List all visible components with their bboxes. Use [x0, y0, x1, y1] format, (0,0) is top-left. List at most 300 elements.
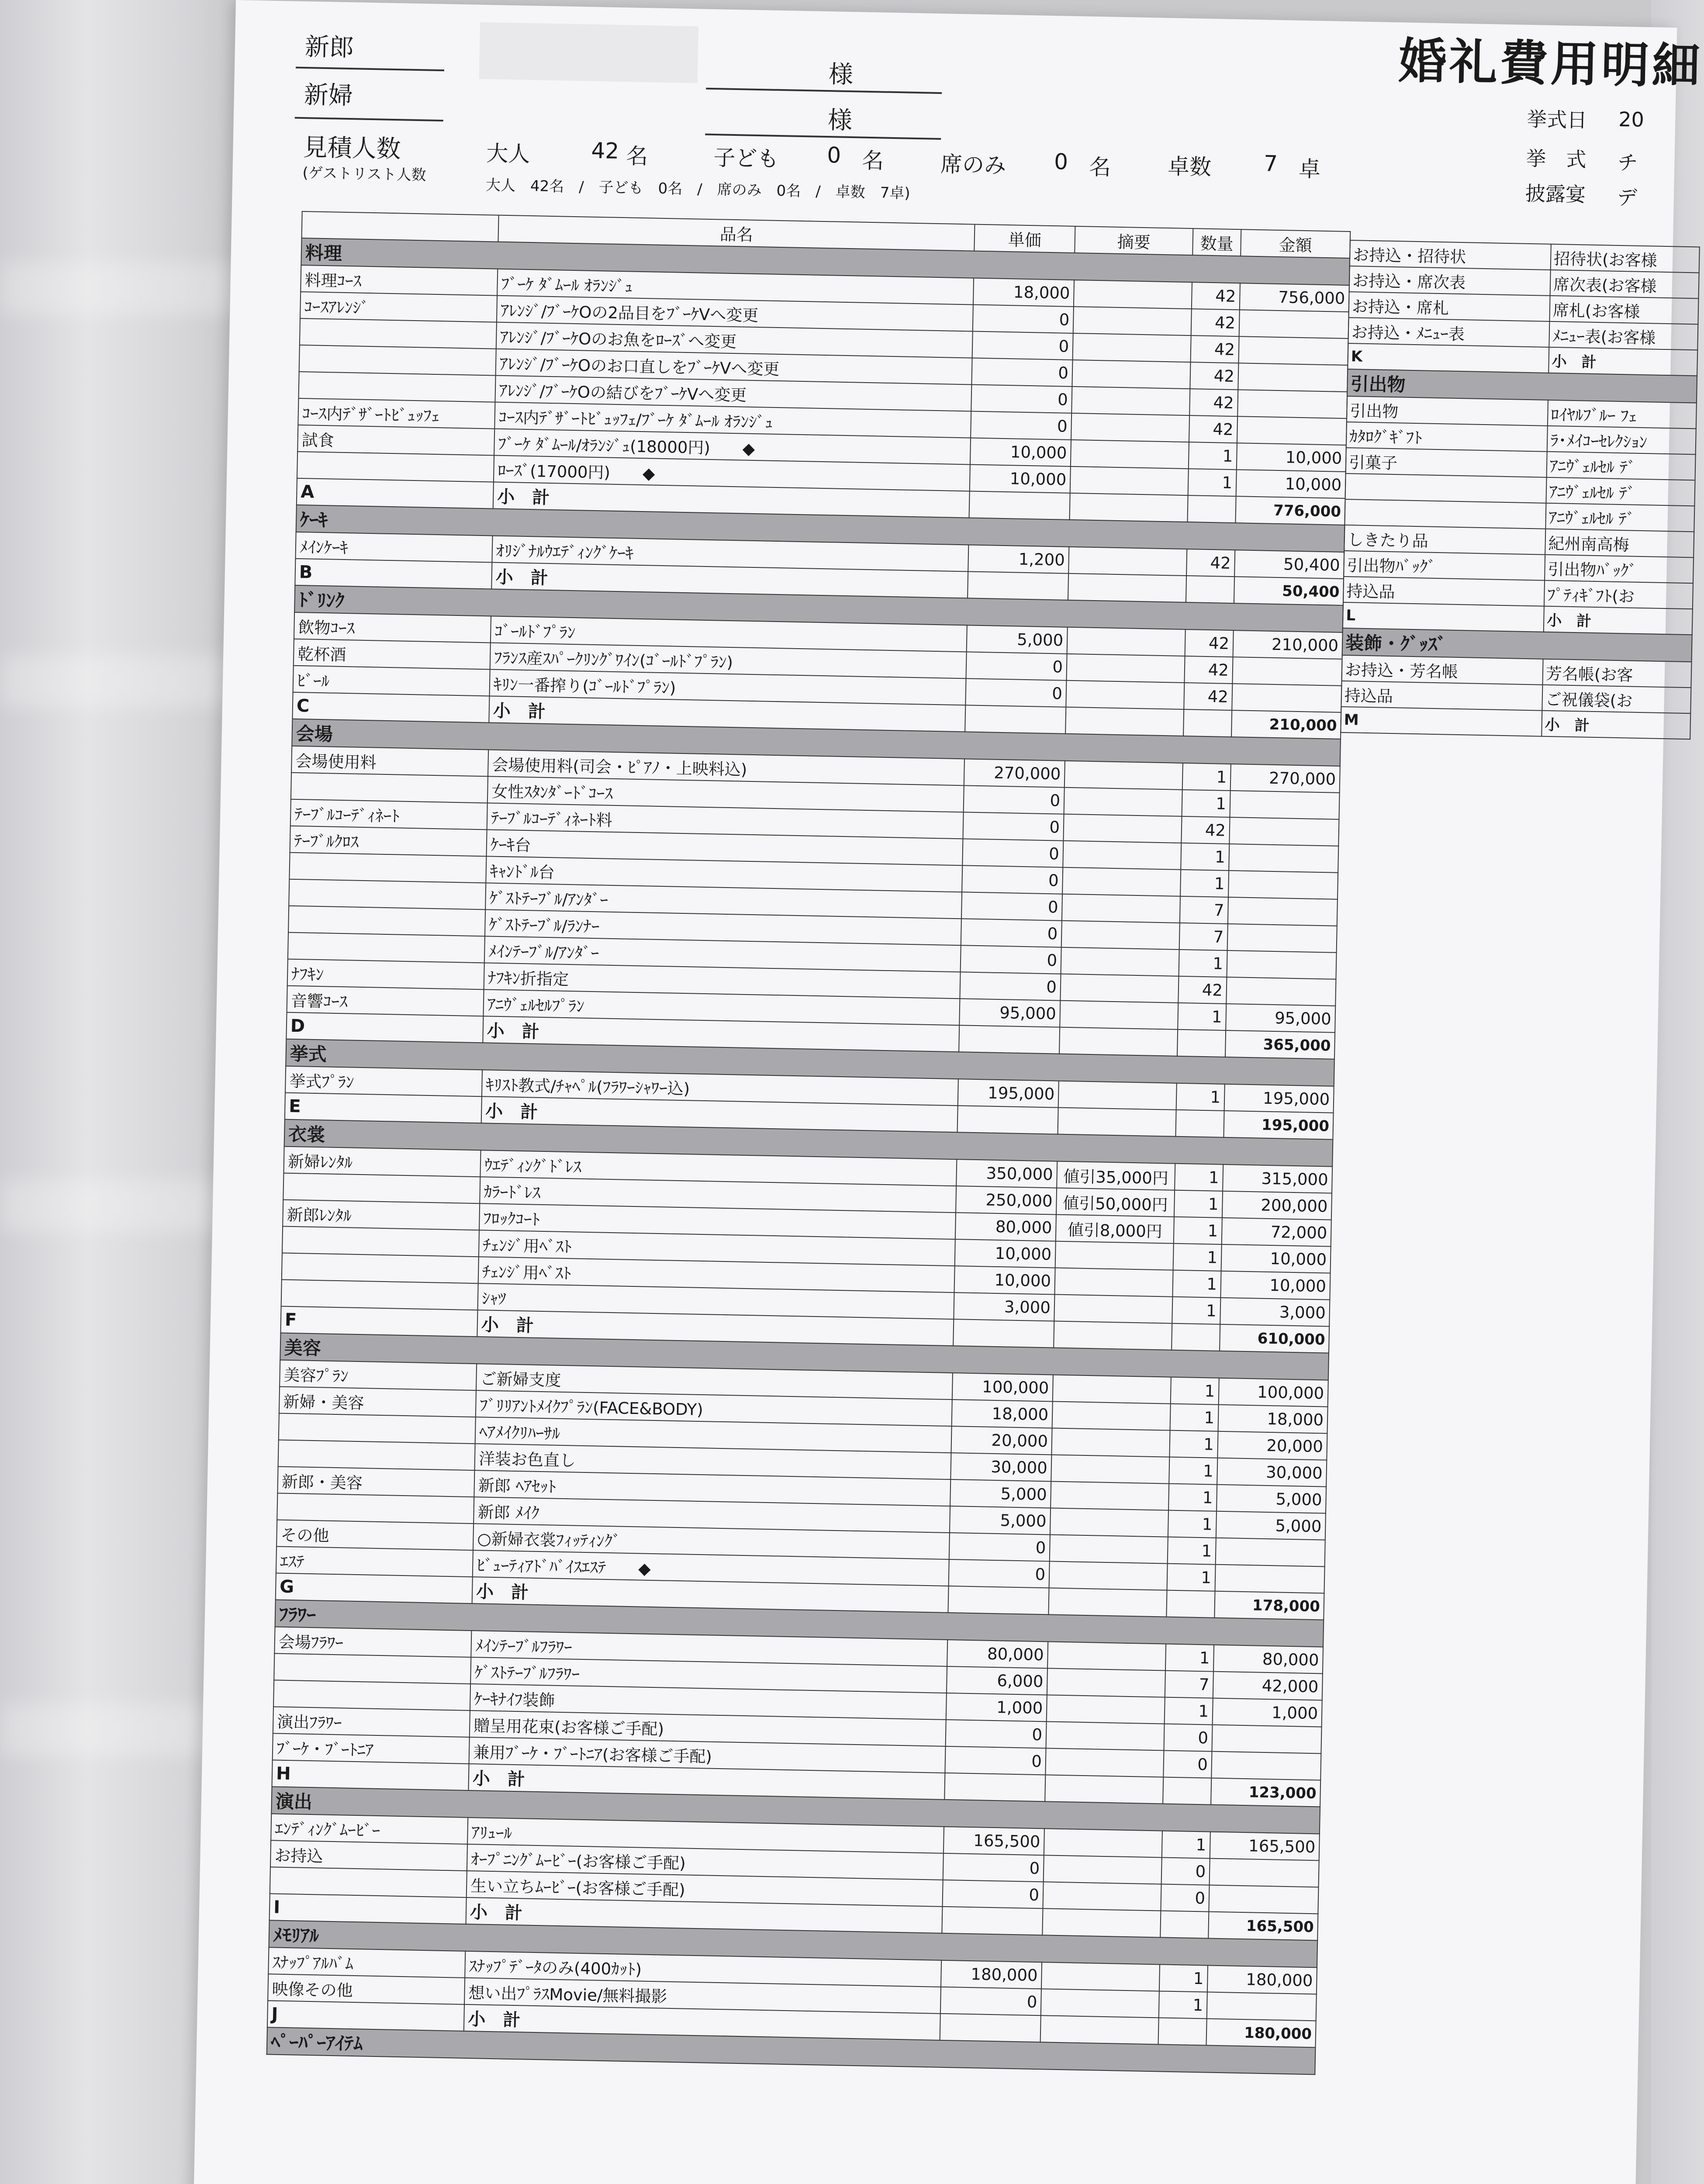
subtotal-label: 小 計	[468, 1764, 945, 1800]
side-item: ｱﾆｳﾞｪﾙｾﾙ ﾃﾞ	[1545, 503, 1694, 532]
adult-label: 大人	[486, 141, 530, 167]
row-summary	[1070, 467, 1189, 495]
row-item: ﾌﾛｯｸｺｰﾄ	[479, 1203, 956, 1239]
row-qty: 42	[1181, 816, 1230, 844]
row-amount: 5,000	[1217, 1485, 1326, 1514]
row-qty: 42	[1192, 282, 1240, 310]
unit-people: 名	[1089, 154, 1111, 180]
row-qty: 1	[1165, 1644, 1214, 1672]
row-unit-price: 350,000	[956, 1159, 1057, 1188]
row-item: 洋装お色直し	[474, 1444, 951, 1479]
divider	[296, 67, 444, 72]
row-qty: 1	[1174, 1190, 1223, 1218]
side-section-title: 装飾・ｸﾞｯｽﾞ	[1342, 628, 1692, 662]
row-qty: 1	[1189, 442, 1237, 470]
row-summary	[1051, 1481, 1169, 1510]
row-summary	[1062, 867, 1181, 896]
empty-cell	[1040, 2015, 1159, 2044]
row-summary	[1066, 654, 1185, 683]
row-category: 音響ｺｰｽ	[287, 986, 484, 1016]
empty-cell	[940, 2014, 1041, 2042]
row-item: 新郎 ﾒｲｸ	[474, 1497, 950, 1533]
subtotal-letter: C	[292, 692, 489, 723]
subtotal-letter: I	[270, 1894, 467, 1924]
subtotal-label: 小 計	[483, 1016, 959, 1052]
side-item: ﾌﾟﾃｨｷﾞﾌﾄ(お	[1544, 581, 1693, 609]
side-category	[1345, 473, 1547, 503]
row-unit-price: 250,000	[956, 1186, 1057, 1214]
row-unit-price: 10,000	[955, 1239, 1056, 1268]
subtotal-label: 小 計	[472, 1577, 949, 1613]
row-amount: 5,000	[1216, 1511, 1326, 1540]
side-category: お持込・席札	[1349, 292, 1550, 321]
row-summary	[1061, 947, 1179, 976]
row-summary	[1047, 1695, 1165, 1724]
child-count: 0	[826, 142, 841, 168]
row-unit-price: 6,000	[947, 1666, 1047, 1695]
section-title: ﾍﾟｰﾊﾟｰｱｲﾃﾑ	[267, 2027, 1316, 2074]
row-category: ｺｰｽ内ﾃﾞｻﾞｰﾄﾋﾞｭｯﾌｪ	[298, 398, 495, 429]
empty-cell	[1054, 1321, 1172, 1350]
row-summary	[1060, 1001, 1178, 1030]
row-item: ｱﾚﾝｼﾞ/ﾌﾞｰｹOの結びをﾌﾞｰｹVへ変更	[495, 376, 971, 411]
row-item: ﾒｲﾝﾃｰﾌﾞﾙﾌﾗﾜｰ	[471, 1631, 947, 1666]
row-category	[278, 1440, 475, 1470]
side-category: お持込・席次表	[1349, 266, 1551, 296]
row-item: ｹﾞｽﾄﾃｰﾌﾞﾙ/ｱﾝﾀﾞｰ	[485, 883, 962, 919]
side-category: L	[1343, 602, 1544, 632]
empty-cell	[1058, 1108, 1176, 1137]
document-title: 婚礼費用明細	[1398, 33, 1703, 95]
row-category: ﾃｰﾌﾞﾙｺｰﾃﾞｨﾈｰﾄ	[290, 799, 487, 830]
row-qty: 0	[1163, 1751, 1212, 1778]
row-amount	[1229, 817, 1339, 846]
row-unit-price: 1,200	[968, 545, 1069, 573]
row-category	[282, 1253, 479, 1284]
row-item: ｹﾞｽﾄﾃｰﾌﾞﾙ/ﾗﾝﾅｰ	[485, 909, 961, 945]
empty-cell	[1068, 574, 1186, 602]
row-unit-price: 0	[940, 1987, 1041, 2015]
row-item: ○新婦衣裳ﾌｨｯﾃｨﾝｸﾞ	[473, 1524, 950, 1559]
row-summary	[1074, 280, 1192, 309]
col-item: 品名	[498, 215, 975, 251]
side-table	[1340, 240, 1700, 740]
side-item: 小 計	[1544, 606, 1693, 635]
subtotal-label: 小 計	[481, 1096, 958, 1132]
row-qty: 42	[1191, 309, 1240, 336]
side-item: 招待状(お客様	[1551, 244, 1700, 273]
row-summary	[1043, 1882, 1161, 1911]
row-qty: 1	[1179, 950, 1227, 977]
row-amount: 200,000	[1222, 1191, 1332, 1220]
row-qty: 7	[1179, 923, 1228, 950]
row-category: ﾅﾌｷﾝ	[287, 959, 484, 990]
row-unit-price: 0	[973, 305, 1074, 333]
row-item: 想い出ﾌﾟﾗｽMovie/無料撮影	[464, 1978, 941, 2014]
empty-cell	[1065, 707, 1184, 736]
row-unit-price: 5,000	[950, 1479, 1051, 1508]
ceremony-label: 挙 式	[1526, 146, 1587, 172]
row-amount: 210,000	[1233, 630, 1343, 659]
row-item: ｹﾞｽﾄﾃｰﾌﾞﾙﾌﾗﾜｰ	[470, 1657, 947, 1693]
row-item: ﾃｰﾌﾞﾙｺｰﾃﾞｨﾈｰﾄ料	[487, 803, 964, 839]
row-category: ｺｰｽｱﾚﾝｼﾞ	[300, 292, 497, 322]
row-amount: 1,000	[1213, 1698, 1322, 1727]
side-table-body	[1341, 240, 1699, 739]
row-amount: 10,000	[1237, 443, 1346, 472]
row-item: ｶﾗｰﾄﾞﾚｽ	[480, 1177, 956, 1213]
row-item: 新郎 ﾍｱｾｯﾄ	[474, 1470, 951, 1506]
row-summary	[1041, 1989, 1159, 2018]
row-unit-price: 3,000	[954, 1292, 1054, 1321]
row-unit-price: 0	[971, 384, 1072, 413]
sheet-header	[232, 0, 1703, 246]
section-title: ﾄﾞﾘﾝｸ	[294, 585, 1343, 632]
empty-cell	[948, 1586, 1049, 1614]
row-amount	[1238, 363, 1348, 392]
row-summary	[1068, 547, 1187, 576]
section-title: 衣裳	[284, 1120, 1333, 1167]
side-category: 引出物	[1347, 396, 1548, 426]
row-qty: 1	[1180, 870, 1229, 897]
row-item: ｱﾆｳﾞｪﾙｾﾙﾌﾟﾗﾝ	[483, 989, 960, 1025]
side-item: 席次表(お客様	[1550, 270, 1699, 299]
subtotal-letter: H	[272, 1760, 469, 1790]
row-category: ｽﾅｯﾌﾟｱﾙﾊﾞﾑ	[268, 1947, 465, 1978]
divider	[295, 117, 443, 122]
empty-cell	[1045, 1775, 1163, 1804]
row-category: ﾋﾞｰﾙ	[293, 666, 490, 696]
side-item: ﾒﾆｭｰ表(お客様	[1549, 321, 1698, 350]
row-qty: 1	[1168, 1484, 1217, 1511]
row-amount	[1212, 1725, 1321, 1754]
row-category	[283, 1173, 480, 1204]
row-item: 会場使用料(司会・ﾋﾟｱﾉ・上映料込)	[488, 750, 964, 785]
subtotal-letter: J	[267, 2001, 464, 2031]
row-qty: 1	[1182, 763, 1231, 791]
side-category: 持込品	[1343, 577, 1545, 606]
row-summary	[1071, 440, 1189, 469]
subtotal-label: 小 計	[491, 562, 968, 598]
empty-cell	[1160, 1911, 1209, 1938]
row-unit-price: 0	[943, 1880, 1044, 1908]
row-summary	[1062, 894, 1180, 923]
empty-cell	[1187, 495, 1236, 523]
row-summary	[1047, 1668, 1165, 1697]
row-item: ﾌﾞｰｹ ﾀﾞﾑｰﾙ ｵﾗﾝｼﾞｭ	[497, 269, 974, 305]
subtotal-letter: E	[285, 1093, 482, 1123]
row-item: ﾍｱﾒｲｸﾘﾊｰｻﾙ	[475, 1417, 952, 1453]
row-amount	[1207, 1992, 1317, 2021]
empty-cell	[1177, 1030, 1226, 1057]
row-summary	[1044, 1855, 1162, 1884]
row-unit-price: 0	[971, 358, 1072, 387]
row-item: ｱﾚﾝｼﾞ/ﾌﾞｰｹOのお魚をﾛｰｽﾞへ変更	[496, 322, 973, 358]
table-label: 卓数	[1167, 154, 1212, 180]
ceremony-date-value: 20	[1618, 107, 1645, 131]
row-qty: 1	[1181, 843, 1229, 871]
row-qty: 1	[1159, 1991, 1207, 2018]
row-amount	[1210, 1859, 1319, 1887]
subtotal-amount: 776,000	[1235, 496, 1345, 525]
row-unit-price: 270,000	[964, 759, 1065, 787]
row-amount: 315,000	[1223, 1165, 1332, 1193]
subtotal-letter: B	[295, 559, 492, 589]
child-label: 子ども	[713, 145, 779, 172]
row-category: ﾌﾞｰｹ・ﾌﾞｰﾄﾆｱ	[273, 1733, 470, 1764]
row-amount	[1211, 1752, 1321, 1780]
row-summary	[1050, 1508, 1168, 1537]
row-item: 贈呈用花束(お客様ご手配)	[470, 1711, 946, 1746]
redacted-name	[479, 22, 698, 83]
row-unit-price: 20,000	[951, 1426, 1052, 1455]
row-category: 新婦・美容	[279, 1387, 476, 1417]
side-item: 引出物ﾊﾞｯｸﾞ	[1545, 555, 1694, 584]
section-title: ｹｰｷ	[296, 505, 1345, 552]
row-amount	[1237, 416, 1347, 445]
row-category	[273, 1680, 470, 1711]
side-category	[1345, 499, 1546, 529]
row-qty: 42	[1184, 683, 1232, 710]
side-item: ｱﾆｳﾞｪﾙｾﾙ ﾃﾞ	[1547, 452, 1696, 480]
subtotal-letter: G	[276, 1573, 473, 1603]
row-summary	[1047, 1641, 1166, 1670]
row-category: 会場使用料	[291, 746, 488, 777]
side-category: K	[1348, 343, 1549, 373]
row-summary	[1051, 1455, 1169, 1483]
row-qty: 1	[1175, 1164, 1223, 1191]
row-qty: 1	[1176, 1083, 1225, 1111]
row-unit-price: 10,000	[970, 438, 1071, 466]
row-summary	[1054, 1268, 1173, 1297]
row-item: ｺｰｽ内ﾃﾞｻﾞｰﾄﾋﾞｭｯﾌｪ/ﾌﾞｰｹ ﾀﾞﾑｰﾙ ｵﾗﾝｼﾞｭ	[494, 402, 971, 438]
row-amount: 10,000	[1220, 1271, 1330, 1300]
row-unit-price: 0	[961, 919, 1062, 947]
section-title: 演出	[271, 1787, 1320, 1834]
row-qty: 0	[1161, 1857, 1210, 1885]
empty-cell	[959, 1025, 1060, 1054]
empty-cell	[1166, 1590, 1215, 1618]
side-category: お持込・招待状	[1350, 240, 1551, 270]
side-item: 紀州南高梅	[1545, 529, 1694, 558]
row-item: ﾌﾞｰｹ ﾀﾞﾑｰﾙ/ｵﾗﾝｼﾞｭ(18000円) ◆	[494, 429, 971, 465]
row-item: ｹｰｷ台	[486, 829, 963, 865]
subtotal-label: 小 計	[477, 1310, 954, 1346]
row-category	[297, 452, 494, 482]
row-amount: 10,000	[1221, 1244, 1331, 1273]
subtotal-amount: 180,000	[1206, 2019, 1316, 2048]
row-unit-price: 100,000	[952, 1373, 1053, 1401]
row-item: ｽﾅｯﾌﾟﾃﾞｰﾀのみ(400ｶｯﾄ)	[465, 1951, 941, 1987]
row-item: ｷﾘﾝ一番搾り(ｺﾞｰﾙﾄﾞﾌﾟﾗﾝ)	[490, 669, 966, 705]
side-item: 小 計	[1542, 711, 1690, 740]
row-qty: 1	[1169, 1457, 1217, 1485]
row-summary	[1063, 814, 1182, 843]
row-item: ｼｬﾂ	[478, 1283, 954, 1319]
row-item: ｱﾚﾝｼﾞ/ﾌﾞｰｹOのお口直しをﾌﾞｰｹVへ変更	[496, 349, 972, 385]
row-amount	[1232, 684, 1341, 712]
row-category: ﾒｲﾝｹｰｷ	[295, 532, 492, 563]
estimate-sheet	[193, 0, 1703, 2184]
section-title: 美容	[280, 1333, 1329, 1380]
empty-cell	[953, 1319, 1054, 1348]
row-amount	[1238, 336, 1348, 365]
row-unit-price: 0	[961, 892, 1062, 920]
row-qty: 42	[1189, 389, 1238, 416]
row-item: ｵｰﾌﾟﾆﾝｸﾞﾑｰﾋﾞｰ(お客様ご手配)	[467, 1844, 944, 1880]
cost-table	[266, 211, 1351, 2075]
row-unit-price: 0	[965, 678, 1066, 707]
row-unit-price: 30,000	[951, 1453, 1051, 1481]
row-summary	[1073, 333, 1191, 362]
row-summary	[1049, 1561, 1168, 1590]
row-item: ﾌﾗﾝｽ産ｽﾊﾟｰｸﾘﾝｸﾞﾜｲﾝ(ｺﾞｰﾙﾄﾞﾌﾟﾗﾝ)	[490, 643, 967, 678]
row-unit-price: 0	[943, 1853, 1044, 1882]
side-item: ﾛｲﾔﾙﾌﾞﾙｰ ﾌｪ	[1548, 400, 1697, 429]
row-amount	[1227, 924, 1337, 953]
row-unit-price: 0	[966, 652, 1067, 680]
subtotal-amount: 610,000	[1220, 1324, 1329, 1353]
row-qty: 42	[1184, 656, 1233, 684]
row-summary	[1045, 1748, 1164, 1777]
cost-table-body	[267, 238, 1350, 2074]
row-qty: 1	[1188, 469, 1237, 496]
row-qty: 1	[1173, 1244, 1222, 1271]
subtotal-amount: 165,500	[1208, 1912, 1318, 1941]
row-unit-price: 80,000	[955, 1213, 1056, 1241]
adult-count: 42	[591, 138, 619, 164]
col-unit-price: 単価	[974, 225, 1075, 253]
row-amount: 756,000	[1240, 283, 1349, 312]
estimate-label: 見積人数	[302, 133, 401, 164]
row-qty: 42	[1190, 362, 1238, 390]
row-category: その他	[277, 1520, 474, 1550]
row-category	[279, 1413, 476, 1444]
row-amount	[1239, 310, 1349, 339]
side-category: お持込・ﾒﾆｭｰ表	[1348, 318, 1549, 347]
row-category	[282, 1227, 479, 1257]
row-item: 兼用ﾌﾞｰｹ・ﾌﾞｰﾄﾆｱ(お客様ご手配)	[469, 1737, 946, 1773]
row-amount: 3,000	[1220, 1298, 1330, 1327]
row-category: 挙式ﾌﾟﾗﾝ	[285, 1066, 482, 1097]
row-amount: 18,000	[1218, 1405, 1328, 1434]
groom-label: 新郎	[304, 33, 354, 62]
row-qty: 0	[1161, 1884, 1209, 1911]
row-amount	[1216, 1538, 1325, 1567]
row-category	[299, 345, 496, 376]
subtotal-label: 小 計	[466, 1897, 943, 1933]
row-qty: 1	[1162, 1831, 1210, 1858]
row-summary	[1044, 1828, 1162, 1857]
subtotal-amount: 365,000	[1225, 1030, 1335, 1059]
row-qty: 42	[1186, 549, 1235, 577]
row-item: ﾛｰｽﾞ(17000円) ◆	[494, 456, 970, 491]
row-amount: 42,000	[1213, 1672, 1323, 1700]
row-unit-price: 0	[963, 812, 1064, 840]
row-summary	[1071, 413, 1189, 442]
row-unit-price: 0	[945, 1746, 1046, 1775]
side-item: ｱﾆｳﾞｪﾙｾﾙ ﾃﾞ	[1546, 477, 1695, 506]
row-summary	[1052, 1401, 1171, 1430]
subtotal-label: 小 計	[493, 482, 970, 518]
side-item: ﾗ･ﾒｲｺｰｾﾚｸｼｮﾝ	[1547, 426, 1696, 455]
row-item: ﾋﾞｭｰﾃｨｱﾄﾞﾊﾞｲｽｴｽﾃ ◆	[473, 1550, 949, 1586]
row-summary	[1046, 1721, 1165, 1750]
row-qty: 1	[1171, 1377, 1219, 1405]
subtotal-amount: 50,400	[1234, 577, 1344, 605]
seat-only-count: 0	[1054, 149, 1068, 175]
row-category: 美容ﾌﾟﾗﾝ	[280, 1360, 477, 1391]
row-qty: 1	[1174, 1217, 1222, 1244]
row-amount	[1230, 791, 1340, 819]
row-summary	[1053, 1375, 1171, 1403]
side-item: 芳名帳(お客	[1542, 659, 1691, 688]
unit-table: 卓	[1298, 156, 1321, 182]
section-title: ﾌﾗﾜｰ	[275, 1600, 1324, 1647]
row-qty: 1	[1159, 1964, 1208, 1992]
row-qty: 1	[1168, 1510, 1217, 1538]
col-qty: 数量	[1192, 228, 1241, 256]
row-amount: 180,000	[1207, 1966, 1317, 1994]
row-category: 乾杯酒	[294, 639, 491, 670]
empty-cell	[1048, 1588, 1167, 1617]
row-qty: 1	[1172, 1270, 1221, 1298]
side-category: お持込・芳名帳	[1342, 655, 1543, 685]
empty-cell	[968, 571, 1068, 600]
row-qty: 42	[1178, 976, 1227, 1004]
empty-cell	[1158, 2018, 1207, 2045]
row-item: ﾅﾌｷﾝ折指定	[484, 963, 961, 999]
bride-label: 新婦	[304, 81, 353, 111]
row-item: ｹｰｷﾅｲﾌ装飾	[470, 1684, 947, 1720]
row-amount: 20,000	[1217, 1431, 1327, 1460]
row-item: ﾁｪﾝｼﾞ用ﾍﾞｽﾄ	[479, 1230, 955, 1266]
row-item: ｱﾚﾝｼﾞ/ﾌﾞｰｹOの2品目をﾌﾞｰｹVへ変更	[497, 296, 973, 332]
row-category: 新郎・美容	[277, 1466, 474, 1497]
empty-cell	[942, 1907, 1043, 1935]
row-summary: 値引50,000円	[1056, 1188, 1175, 1217]
row-amount	[1228, 897, 1338, 926]
divider	[706, 88, 942, 94]
row-category	[270, 1867, 467, 1897]
row-amount: 165,500	[1210, 1832, 1320, 1861]
empty-cell	[1183, 709, 1232, 737]
row-summary	[1073, 307, 1192, 335]
subtotal-label: 小 計	[464, 2004, 940, 2040]
groom-honorific: 様	[828, 60, 854, 90]
row-item: 女性ｽﾀﾝﾀﾞｰﾄﾞｺｰｽ	[487, 776, 964, 812]
row-category	[299, 372, 496, 402]
row-category: 飲物ｺｰｽ	[294, 612, 491, 643]
row-amount	[1229, 844, 1338, 873]
empty-cell	[1175, 1110, 1224, 1137]
row-amount	[1232, 657, 1342, 686]
row-amount: 72,000	[1222, 1218, 1331, 1247]
side-item: ご祝儀袋(お	[1542, 685, 1691, 714]
subtotal-letter: A	[297, 478, 494, 509]
row-item: ﾌﾞﾘﾘｱﾝﾄﾒｲｸﾌﾟﾗﾝ(FACE&BODY)	[476, 1390, 952, 1426]
empty-cell	[1186, 576, 1234, 603]
row-item: ｷﾘｽﾄ教式/ﾁｬﾍﾟﾙ(ﾌﾗﾜｰｼｬﾜｰ込)	[482, 1070, 958, 1106]
row-unit-price: 0	[971, 411, 1071, 439]
row-category: 演出ﾌﾗﾜｰ	[273, 1707, 470, 1737]
row-amount: 80,000	[1213, 1645, 1323, 1674]
row-qty: 7	[1180, 896, 1228, 924]
subtotal-amount: 210,000	[1231, 710, 1341, 739]
row-category	[274, 1653, 471, 1684]
row-unit-price: 195,000	[958, 1079, 1059, 1107]
table-count: 7	[1263, 151, 1278, 176]
